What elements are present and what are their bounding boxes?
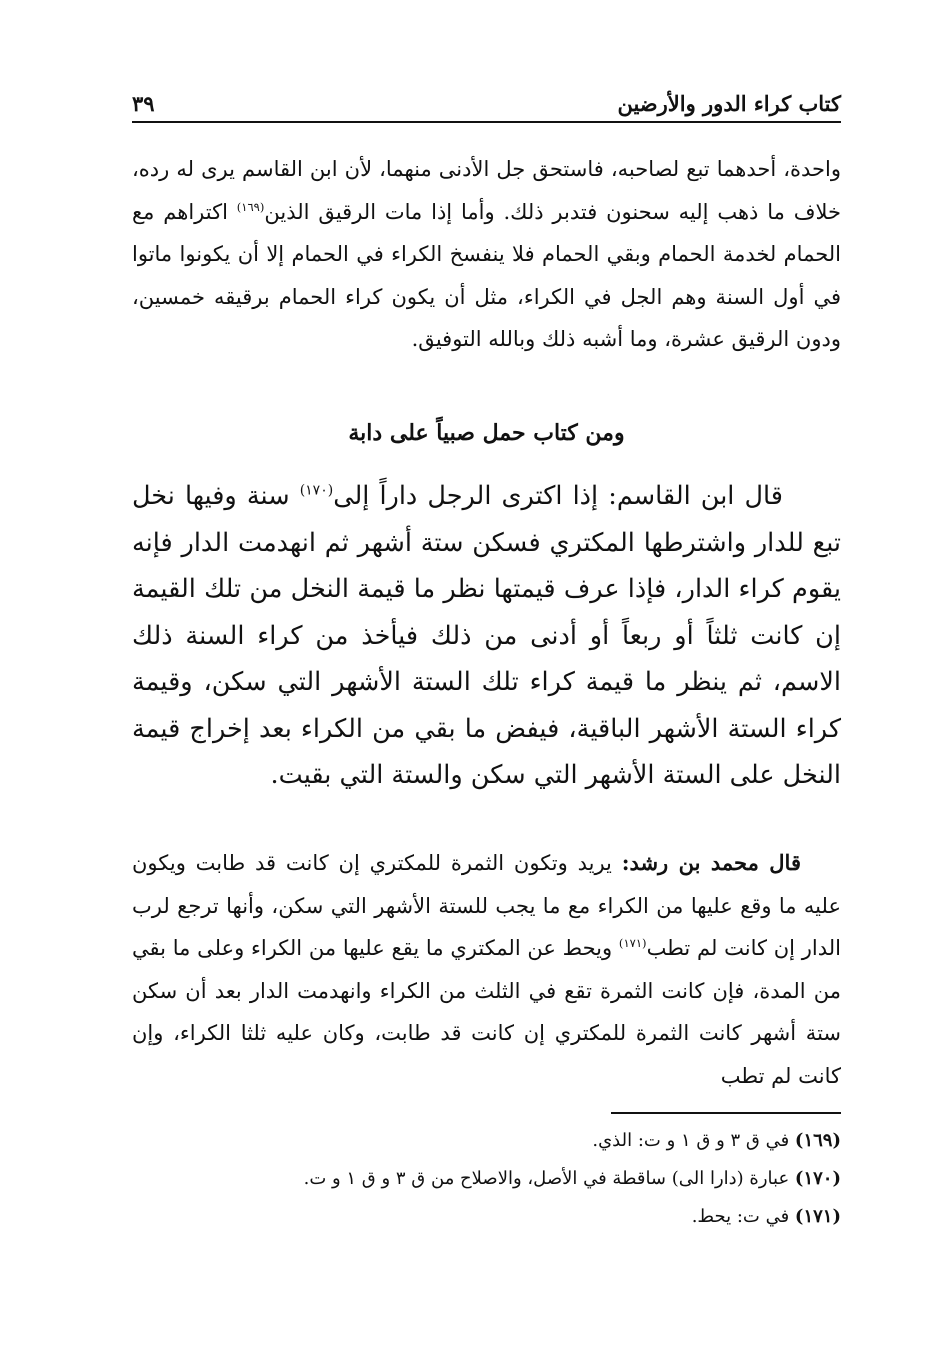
paragraph-continuation [132, 148, 841, 361]
footnote-ref-170: (١٧٠) [299, 482, 334, 499]
paragraph-1-text-a: واحدة، أحدهما تبع لصاحبه، فاستحق جل الأدنى منهما، لأن ابن القاسم يرى له رده، خلاف ما ذهب إليه سحنون فتدبر ذلك. وأما إذا مات الرقيق الذين [132, 157, 841, 224]
footnote-number: (١٧١) [794, 1206, 841, 1227]
footnote [132, 1122, 841, 1160]
page-number: ٣٩ [132, 91, 155, 116]
footnote-text: عبارة (دارا الى) ساقطة في الأصل، والاصلاح من ق ٣ و ق ١ و ت. [303, 1168, 795, 1189]
paragraph-3-text-b: ويحط عن المكتري ما يقع عليها من الكراء وعلى ما بقي من المدة، فإن كانت الثمرة تقع في الثلث من الكراء وانهدمت الدار بعد أن سكن ستة أشهر كانت الثمرة للمكتري إن كانت قد طابت، وكان عليه ثلثا الكراء، وإن كانت لم تطب [132, 936, 841, 1088]
header-rule [132, 121, 841, 123]
footnote-ref-169: (١٦٩) [236, 199, 265, 214]
footnote-rule [611, 1112, 841, 1114]
main-text-paragraph [132, 473, 841, 799]
footnote [132, 1198, 841, 1236]
paragraph-1-text-b: اكتراهم مع الحمام لخدمة الحمام وبقي الحمام فلا ينفسخ الكراء في الحمام إلا أن يكونوا ماتوا في أول السنة وهم الجل في الكراء، مثل أن يكون كراء الحمام برقيقه خمسين، ودون الرقيق عشرة، وما أشبه ذلك وبالله التوفيق. [132, 199, 841, 351]
commentary-lead: قال محمد بن رشد: [621, 850, 801, 875]
paragraph-2-text-b: سنة وفيها نخل تبع للدار واشترطها المكتري فسكن ستة أشهر ثم انهدمت الدار فإنه يقوم كراء الدار، فإذا عرف قيمتها نظر ما قيمة النخل من تلك القيمة إن كانت ثلثاً أو ربعاً أو أدنى من ذلك فيأخذ من كراء السنة ذلك الاسم، ثم ينظر ما قيمة كراء تلك الستة الأشهر التي سكن، وقيمة كراء الستة الأشهر الباقية، فيفض ما بقي من الكراء بعد إخراج قيمة النخل على الستة الأشهر التي سكن والستة التي بقيت. [132, 481, 841, 790]
footnote-ref-171: (١٧١) [618, 936, 647, 950]
footnote-text: في ت: يحط. [691, 1206, 795, 1227]
running-header [132, 82, 841, 116]
footnotes [132, 1122, 841, 1236]
paragraph-3-text-a: يريد وتكون الثمرة للمكتري إن كانت قد طابت ويكون عليه ما وقع عليها من الكراء مع ما يجب للستة الأشهر التي سكن، وأنها ترجع لرب الدار إن كانت لم تطب [132, 851, 841, 960]
footnote-text: في ق ٣ و ق ١ و ت: الذي. [592, 1130, 795, 1151]
footnote [132, 1160, 841, 1198]
commentary-paragraph [132, 842, 841, 1097]
footnote-number: (١٦٩) [794, 1130, 841, 1151]
section-heading: ومن كتاب حمل صبياً على دابة [348, 420, 625, 446]
paragraph-2-text-a: قال ابن القاسم: إذا اكترى الرجل داراً إلى [333, 481, 783, 511]
header-title: كتاب كراء الدور والأرضين [617, 91, 841, 116]
footnote-number: (١٧٠) [794, 1168, 841, 1189]
